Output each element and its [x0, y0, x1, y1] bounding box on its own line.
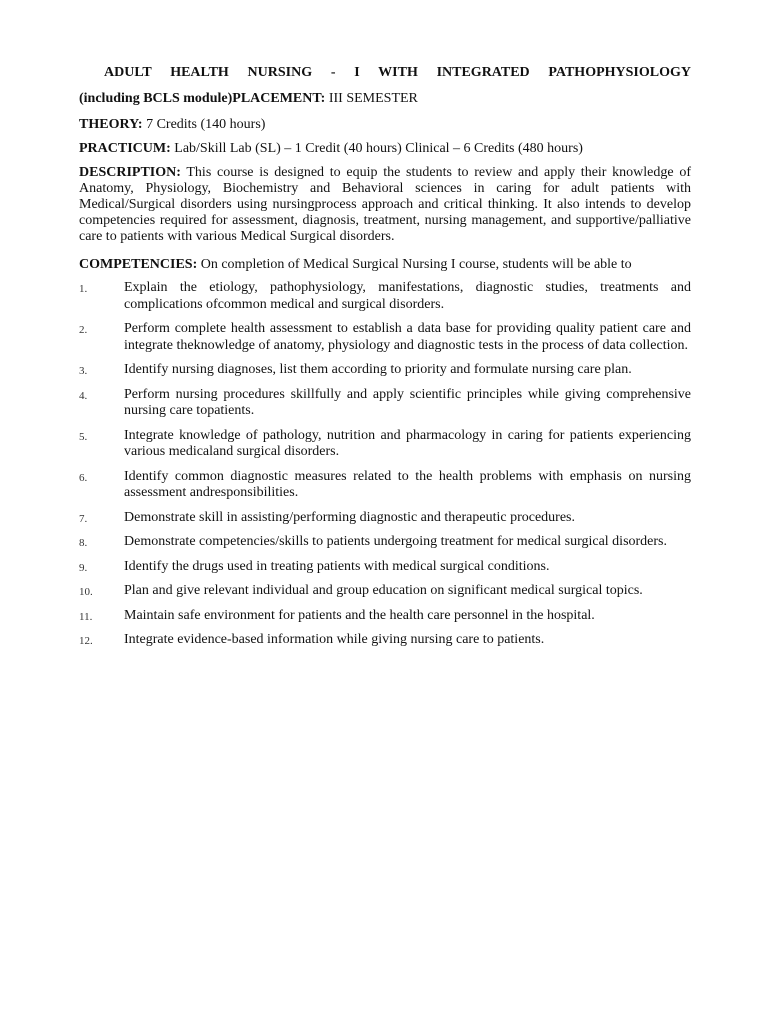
item-text: Perform complete health assessment to establish a data base for providing quality patient care and integrate theknowledge of anatomy, physiology and diagnostic tests in the process of data collection.	[124, 321, 691, 353]
item-number: 7.	[79, 512, 88, 525]
item-text: Maintain safe environment for patients and the health care personnel in the hospital.	[124, 607, 595, 623]
item-number: 12.	[79, 635, 93, 647]
list-item	[79, 534, 729, 551]
list-item	[79, 632, 729, 649]
theory-line	[79, 117, 691, 133]
item-number: 5.	[79, 430, 88, 443]
item-text: Integrate knowledge of pathology, nutrition and pharmacology in caring for patients experiencing various medicaland surgical disorders.	[124, 427, 691, 459]
list-item	[79, 280, 729, 313]
item-text: Identify the drugs used in treating patients with medical surgical conditions.	[124, 558, 550, 574]
competencies-list	[79, 280, 729, 649]
list-item	[79, 469, 729, 502]
practicum-label: PRACTICUM:	[79, 141, 171, 156]
theory-label: THEORY:	[79, 117, 143, 132]
description-paragraph	[79, 165, 691, 245]
item-text: Plan and give relevant individual and group education on significant medical surgical topics.	[124, 583, 643, 598]
item-number: 9.	[79, 561, 88, 574]
item-text: Explain the etiology, pathophysiology, manifestations, diagnostic studies, treatments and complications ofcommon medical and surgical disorders.	[124, 280, 691, 312]
item-number: 8.	[79, 537, 88, 549]
placement-value: III SEMESTER	[325, 91, 418, 106]
list-item	[79, 510, 729, 527]
theory-value: 7 Credits (140 hours)	[142, 117, 266, 132]
list-item	[79, 428, 729, 461]
competencies-label: COMPETENCIES:	[79, 257, 198, 272]
item-text: Identify nursing diagnoses, list them according to priority and formulate nursing care plan.	[124, 362, 632, 377]
competencies-text: On completion of Medical Surgical Nursing I course, students will be able to	[197, 257, 632, 272]
item-number: 3.	[79, 365, 88, 377]
item-number: 10.	[79, 586, 93, 598]
item-text: Demonstrate skill in assisting/performing diagnostic and therapeutic procedures.	[124, 509, 575, 525]
competencies-line	[79, 257, 691, 273]
placement-label: (including BCLS module)PLACEMENT:	[79, 91, 326, 106]
item-number: 2.	[79, 324, 88, 336]
item-text: Integrate evidence-based information while giving nursing care to patients.	[124, 632, 545, 647]
description-label: DESCRIPTION:	[79, 165, 181, 180]
list-item	[79, 321, 729, 354]
item-number: 1.	[79, 283, 88, 295]
item-text: Perform nursing procedures skillfully and apply scientific principles while giving comprehensive nursing care topatients.	[124, 386, 691, 418]
list-item	[79, 559, 729, 576]
list-item	[79, 387, 729, 420]
practicum-value: Lab/Skill Lab (SL) – 1 Credit (40 hours) Clinical – 6 Credits (480 hours)	[170, 141, 583, 156]
list-item	[79, 362, 729, 379]
practicum-line	[79, 141, 691, 157]
description-text: This course is designed to equip the students to review and apply their knowledge of Anatomy, Physiology, Biochemistry and Behavioral sciences in caring for adult patients with Medical/Surgical disorders using nursingprocess approach and critical thinking. It also intends to develop competencies required for assessment, diagnosis, treatment, nursing management, and supportive/palliative care to patients with various Medical Surgical disorders.	[79, 165, 691, 244]
item-number: 6.	[79, 471, 88, 484]
item-text: Identify common diagnostic measures related to the health problems with emphasis on nursing assessment andresponsibilities.	[124, 468, 691, 500]
list-item	[79, 608, 729, 625]
list-item	[79, 583, 729, 600]
placement-line	[79, 90, 418, 108]
item-number: 4.	[79, 389, 88, 402]
document-title: ADULT HEALTH NURSING - I WITH INTEGRATED PATHOPHYSIOLOGY	[104, 65, 691, 80]
item-number: 11.	[79, 610, 93, 623]
item-text: Demonstrate competencies/skills to patients undergoing treatment for medical surgical disorders.	[124, 534, 668, 549]
